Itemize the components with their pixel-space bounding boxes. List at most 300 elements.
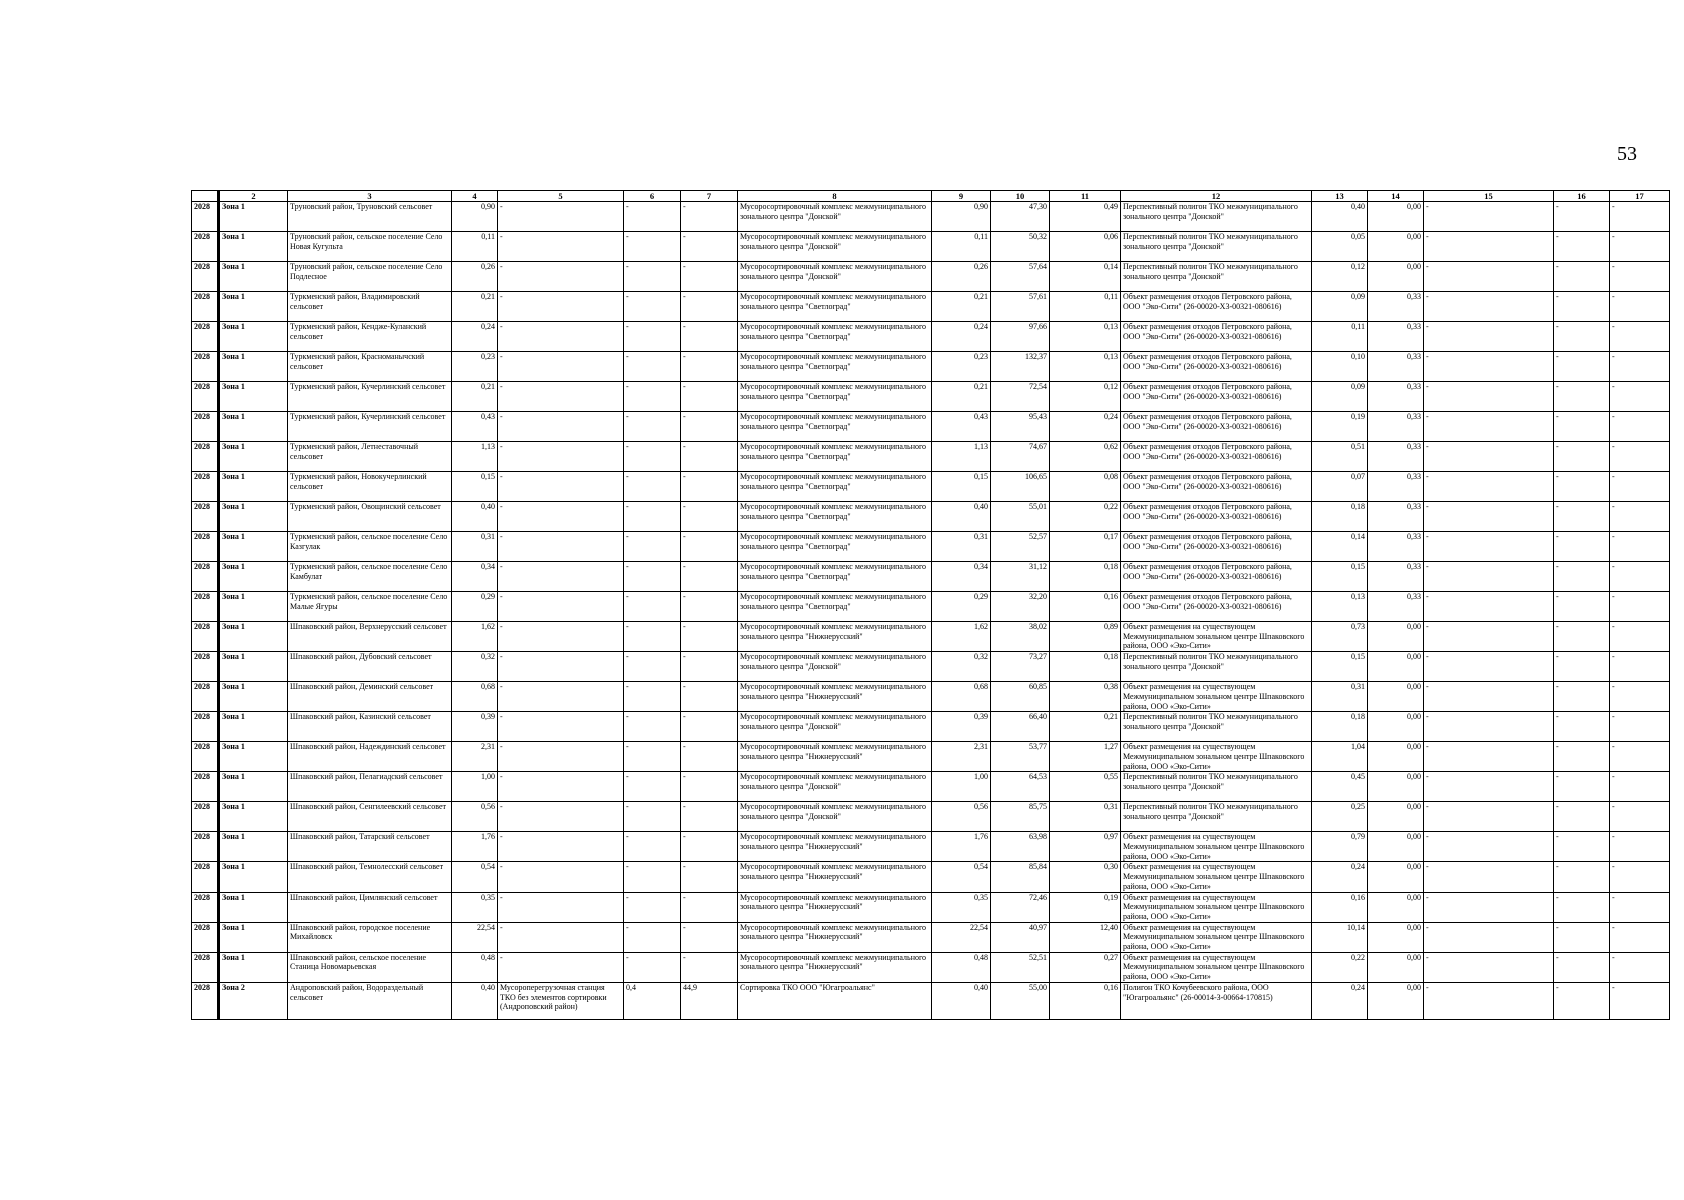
cell-col-8: Мусоросортировочный комплекс межмуниципального зонального центра "Донской"	[738, 712, 932, 742]
cell-col-3: Шпаковский район, Пелагиадский сельсовет	[288, 772, 452, 802]
cell-col-15: -	[1424, 682, 1554, 712]
cell-col-15: -	[1424, 592, 1554, 622]
cell-col-15: -	[1424, 532, 1554, 562]
cell-col-13: 0,25	[1312, 802, 1368, 832]
cell-col-9: 0,24	[932, 322, 991, 352]
cell-col-6: -	[624, 772, 681, 802]
cell-col-1: 2028	[192, 472, 219, 502]
cell-col-5: -	[498, 862, 624, 892]
cell-col-1: 2028	[192, 622, 219, 652]
cell-col-11: 1,27	[1050, 742, 1121, 772]
cell-col-12: Объект размещения на существующем Межмуниципальном зональном центре Шпаковского района, ООО «Эко-Сити»	[1121, 682, 1312, 712]
cell-col-7: -	[681, 772, 738, 802]
table-row	[192, 622, 1670, 652]
cell-col-11: 0,18	[1050, 562, 1121, 592]
cell-col-5: -	[498, 592, 624, 622]
cell-col-9: 0,40	[932, 982, 991, 1019]
cell-col-7: -	[681, 742, 738, 772]
cell-col-3: Труновский район, Труновский сельсовет	[288, 202, 452, 232]
cell-col-1: 2028	[192, 712, 219, 742]
cell-col-10: 95,43	[991, 412, 1050, 442]
cell-col-8: Мусоросортировочный комплекс межмуниципального зонального центра "Донской"	[738, 652, 932, 682]
table-row	[192, 262, 1670, 292]
cell-col-10: 38,02	[991, 622, 1050, 652]
cell-col-17: -	[1610, 202, 1670, 232]
waste-flow-table	[191, 190, 1670, 1020]
cell-col-16: -	[1554, 592, 1610, 622]
cell-col-4: 0,23	[452, 352, 498, 382]
cell-col-6: -	[624, 562, 681, 592]
cell-col-12: Полигон ТКО Кочубеевского района, ООО "Югагроальянс" (26-00014-З-00664-170815)	[1121, 982, 1312, 1019]
cell-col-1: 2028	[192, 652, 219, 682]
cell-col-14: 0,33	[1368, 472, 1424, 502]
cell-col-6: -	[624, 622, 681, 652]
cell-col-16: -	[1554, 352, 1610, 382]
cell-col-4: 0,32	[452, 652, 498, 682]
cell-col-11: 0,22	[1050, 502, 1121, 532]
cell-col-2: Зона 1	[219, 232, 288, 262]
cell-col-5: -	[498, 322, 624, 352]
cell-col-1: 2028	[192, 262, 219, 292]
cell-col-1: 2028	[192, 442, 219, 472]
cell-col-14: 0,00	[1368, 892, 1424, 922]
cell-col-17: -	[1610, 262, 1670, 292]
column-number-row	[192, 191, 1670, 202]
cell-col-16: -	[1554, 652, 1610, 682]
cell-col-14: 0,00	[1368, 262, 1424, 292]
cell-col-12: Объект размещения отходов Петровского района, ООО "Эко-Сити" (26-00020-Х3-00321-080616)	[1121, 532, 1312, 562]
cell-col-4: 0,54	[452, 862, 498, 892]
cell-col-13: 0,05	[1312, 232, 1368, 262]
table-row	[192, 952, 1670, 982]
cell-col-5: -	[498, 262, 624, 292]
cell-col-12: Объект размещения на существующем Межмуниципальном зональном центре Шпаковского района, ООО «Эко-Сити»	[1121, 922, 1312, 952]
cell-col-15: -	[1424, 862, 1554, 892]
cell-col-6: -	[624, 742, 681, 772]
cell-col-14: 0,00	[1368, 802, 1424, 832]
cell-col-5: -	[498, 292, 624, 322]
cell-col-13: 0,79	[1312, 832, 1368, 862]
cell-col-2: Зона 1	[219, 772, 288, 802]
column-header-3: 3	[288, 191, 452, 202]
cell-col-6: -	[624, 802, 681, 832]
cell-col-10: 63,98	[991, 832, 1050, 862]
cell-col-16: -	[1554, 202, 1610, 232]
cell-col-4: 0,40	[452, 502, 498, 532]
cell-col-11: 0,89	[1050, 622, 1121, 652]
cell-col-8: Мусоросортировочный комплекс межмуниципального зонального центра "Нижнерусский"	[738, 862, 932, 892]
cell-col-12: Перспективный полигон ТКО межмуниципального зонального центра "Донской"	[1121, 652, 1312, 682]
cell-col-1: 2028	[192, 832, 219, 862]
cell-col-17: -	[1610, 232, 1670, 262]
cell-col-11: 0,97	[1050, 832, 1121, 862]
cell-col-15: -	[1424, 382, 1554, 412]
cell-col-5: -	[498, 412, 624, 442]
cell-col-17: -	[1610, 952, 1670, 982]
cell-col-2: Зона 1	[219, 952, 288, 982]
cell-col-11: 0,24	[1050, 412, 1121, 442]
cell-col-5: -	[498, 712, 624, 742]
cell-col-11: 0,12	[1050, 382, 1121, 412]
cell-col-3: Шпаковский район, Сенгилеевский сельсовет	[288, 802, 452, 832]
cell-col-2: Зона 1	[219, 502, 288, 532]
cell-col-8: Мусоросортировочный комплекс межмуниципального зонального центра "Светлоград"	[738, 442, 932, 472]
cell-col-5: -	[498, 622, 624, 652]
cell-col-10: 50,32	[991, 232, 1050, 262]
cell-col-15: -	[1424, 262, 1554, 292]
cell-col-7: -	[681, 562, 738, 592]
cell-col-14: 0,33	[1368, 562, 1424, 592]
table-row	[192, 202, 1670, 232]
cell-col-10: 40,97	[991, 922, 1050, 952]
cell-col-6: -	[624, 502, 681, 532]
cell-col-6: -	[624, 592, 681, 622]
cell-col-17: -	[1610, 982, 1670, 1019]
cell-col-9: 2,31	[932, 742, 991, 772]
column-header-14: 14	[1368, 191, 1424, 202]
cell-col-13: 0,22	[1312, 952, 1368, 982]
cell-col-1: 2028	[192, 202, 219, 232]
cell-col-14: 0,00	[1368, 862, 1424, 892]
cell-col-4: 0,68	[452, 682, 498, 712]
cell-col-4: 0,21	[452, 292, 498, 322]
cell-col-12: Перспективный полигон ТКО межмуниципального зонального центра "Донской"	[1121, 712, 1312, 742]
cell-col-7: -	[681, 442, 738, 472]
table-row	[192, 982, 1670, 1019]
cell-col-9: 0,35	[932, 892, 991, 922]
cell-col-12: Объект размещения на существующем Межмуниципальном зональном центре Шпаковского района, ООО «Эко-Сити»	[1121, 952, 1312, 982]
cell-col-4: 0,35	[452, 892, 498, 922]
cell-col-5: -	[498, 502, 624, 532]
cell-col-14: 0,33	[1368, 352, 1424, 382]
cell-col-6: -	[624, 922, 681, 952]
cell-col-6: -	[624, 322, 681, 352]
cell-col-2: Зона 1	[219, 562, 288, 592]
cell-col-17: -	[1610, 352, 1670, 382]
cell-col-17: -	[1610, 652, 1670, 682]
table-row	[192, 532, 1670, 562]
cell-col-3: Туркменский район, сельское поселение Село Камбулат	[288, 562, 452, 592]
cell-col-5: -	[498, 832, 624, 862]
column-header-12: 12	[1121, 191, 1312, 202]
cell-col-16: -	[1554, 952, 1610, 982]
column-header-10: 10	[991, 191, 1050, 202]
cell-col-3: Туркменский район, Владимировский сельсовет	[288, 292, 452, 322]
cell-col-7: -	[681, 502, 738, 532]
cell-col-5: -	[498, 442, 624, 472]
cell-col-4: 0,29	[452, 592, 498, 622]
cell-col-13: 0,07	[1312, 472, 1368, 502]
cell-col-7: -	[681, 202, 738, 232]
cell-col-5: -	[498, 202, 624, 232]
cell-col-17: -	[1610, 772, 1670, 802]
cell-col-4: 0,56	[452, 802, 498, 832]
cell-col-5: -	[498, 922, 624, 952]
cell-col-12: Объект размещения отходов Петровского района, ООО "Эко-Сити" (26-00020-Х3-00321-080616)	[1121, 562, 1312, 592]
table-row	[192, 562, 1670, 592]
cell-col-15: -	[1424, 562, 1554, 592]
cell-col-10: 97,66	[991, 322, 1050, 352]
cell-col-1: 2028	[192, 502, 219, 532]
cell-col-12: Перспективный полигон ТКО межмуниципального зонального центра "Донской"	[1121, 232, 1312, 262]
cell-col-3: Шпаковский район, Дубовский сельсовет	[288, 652, 452, 682]
cell-col-3: Туркменский район, Красноманычский сельсовет	[288, 352, 452, 382]
cell-col-11: 0,38	[1050, 682, 1121, 712]
cell-col-10: 60,85	[991, 682, 1050, 712]
cell-col-15: -	[1424, 622, 1554, 652]
cell-col-6: -	[624, 712, 681, 742]
cell-col-13: 0,24	[1312, 862, 1368, 892]
cell-col-14: 0,33	[1368, 592, 1424, 622]
cell-col-8: Мусоросортировочный комплекс межмуниципального зонального центра "Донской"	[738, 232, 932, 262]
cell-col-16: -	[1554, 832, 1610, 862]
cell-col-15: -	[1424, 802, 1554, 832]
cell-col-8: Мусоросортировочный комплекс межмуниципального зонального центра "Светлоград"	[738, 562, 932, 592]
cell-col-17: -	[1610, 622, 1670, 652]
cell-col-11: 0,49	[1050, 202, 1121, 232]
cell-col-6: -	[624, 202, 681, 232]
cell-col-15: -	[1424, 742, 1554, 772]
cell-col-11: 0,11	[1050, 292, 1121, 322]
cell-col-5: -	[498, 562, 624, 592]
cell-col-8: Мусоросортировочный комплекс межмуниципального зонального центра "Нижнерусский"	[738, 622, 932, 652]
cell-col-12: Объект размещения на существующем Межмуниципальном зональном центре Шпаковского района, ООО «Эко-Сити»	[1121, 742, 1312, 772]
cell-col-2: Зона 1	[219, 472, 288, 502]
cell-col-10: 72,54	[991, 382, 1050, 412]
cell-col-3: Туркменский район, сельское поселение Село Казгулак	[288, 532, 452, 562]
cell-col-14: 0,00	[1368, 982, 1424, 1019]
cell-col-15: -	[1424, 322, 1554, 352]
cell-col-8: Мусоросортировочный комплекс межмуниципального зонального центра "Светлоград"	[738, 592, 932, 622]
cell-col-14: 0,00	[1368, 622, 1424, 652]
cell-col-14: 0,00	[1368, 682, 1424, 712]
table-row	[192, 502, 1670, 532]
cell-col-11: 0,13	[1050, 322, 1121, 352]
cell-col-4: 0,40	[452, 982, 498, 1019]
table-row	[192, 652, 1670, 682]
cell-col-8: Мусоросортировочный комплекс межмуниципального зонального центра "Светлоград"	[738, 532, 932, 562]
cell-col-17: -	[1610, 532, 1670, 562]
cell-col-9: 0,68	[932, 682, 991, 712]
cell-col-17: -	[1610, 502, 1670, 532]
cell-col-6: -	[624, 442, 681, 472]
cell-col-12: Объект размещения отходов Петровского района, ООО "Эко-Сити" (26-00020-Х3-00321-080616)	[1121, 502, 1312, 532]
table-row	[192, 292, 1670, 322]
cell-col-16: -	[1554, 442, 1610, 472]
cell-col-15: -	[1424, 952, 1554, 982]
cell-col-11: 0,13	[1050, 352, 1121, 382]
cell-col-12: Перспективный полигон ТКО межмуниципального зонального центра "Донской"	[1121, 202, 1312, 232]
table-row	[192, 832, 1670, 862]
cell-col-11: 0,31	[1050, 802, 1121, 832]
cell-col-1: 2028	[192, 802, 219, 832]
cell-col-10: 55,00	[991, 982, 1050, 1019]
cell-col-13: 0,73	[1312, 622, 1368, 652]
cell-col-7: -	[681, 352, 738, 382]
cell-col-9: 0,34	[932, 562, 991, 592]
cell-col-12: Объект размещения на существующем Межмуниципальном зональном центре Шпаковского района, ООО «Эко-Сити»	[1121, 862, 1312, 892]
cell-col-15: -	[1424, 472, 1554, 502]
cell-col-13: 0,16	[1312, 892, 1368, 922]
cell-col-10: 52,57	[991, 532, 1050, 562]
cell-col-11: 0,08	[1050, 472, 1121, 502]
cell-col-11: 0,27	[1050, 952, 1121, 982]
cell-col-15: -	[1424, 232, 1554, 262]
cell-col-11: 0,30	[1050, 862, 1121, 892]
cell-col-9: 0,31	[932, 532, 991, 562]
cell-col-8: Мусоросортировочный комплекс межмуниципального зонального центра "Светлоград"	[738, 472, 932, 502]
table-row	[192, 412, 1670, 442]
cell-col-10: 53,77	[991, 742, 1050, 772]
cell-col-15: -	[1424, 412, 1554, 442]
cell-col-13: 10,14	[1312, 922, 1368, 952]
cell-col-5: -	[498, 892, 624, 922]
table-row	[192, 742, 1670, 772]
cell-col-1: 2028	[192, 292, 219, 322]
cell-col-8: Мусоросортировочный комплекс межмуниципального зонального центра "Светлоград"	[738, 412, 932, 442]
cell-col-8: Мусоросортировочный комплекс межмуниципального зонального центра "Донской"	[738, 202, 932, 232]
cell-col-9: 1,00	[932, 772, 991, 802]
cell-col-2: Зона 1	[219, 832, 288, 862]
column-header-9: 9	[932, 191, 991, 202]
cell-col-13: 0,24	[1312, 982, 1368, 1019]
cell-col-9: 0,56	[932, 802, 991, 832]
cell-col-11: 0,19	[1050, 892, 1121, 922]
cell-col-13: 0,51	[1312, 442, 1368, 472]
cell-col-3: Шпаковский район, Верхнерусский сельсовет	[288, 622, 452, 652]
cell-col-12: Перспективный полигон ТКО межмуниципального зонального центра "Донской"	[1121, 262, 1312, 292]
cell-col-13: 0,10	[1312, 352, 1368, 382]
cell-col-3: Туркменский район, Кендже-Куланский сельсовет	[288, 322, 452, 352]
cell-col-16: -	[1554, 772, 1610, 802]
cell-col-3: Туркменский район, Летнеставочный сельсовет	[288, 442, 452, 472]
cell-col-6: -	[624, 862, 681, 892]
column-header-15: 15	[1424, 191, 1554, 202]
cell-col-12: Объект размещения отходов Петровского района, ООО "Эко-Сити" (26-00020-Х3-00321-080616)	[1121, 442, 1312, 472]
cell-col-8: Мусоросортировочный комплекс межмуниципального зонального центра "Светлоград"	[738, 382, 932, 412]
cell-col-1: 2028	[192, 772, 219, 802]
cell-col-11: 0,14	[1050, 262, 1121, 292]
cell-col-16: -	[1554, 562, 1610, 592]
cell-col-17: -	[1610, 292, 1670, 322]
cell-col-16: -	[1554, 742, 1610, 772]
table-row	[192, 442, 1670, 472]
cell-col-15: -	[1424, 922, 1554, 952]
cell-col-9: 0,26	[932, 262, 991, 292]
cell-col-6: -	[624, 532, 681, 562]
cell-col-6: -	[624, 382, 681, 412]
cell-col-1: 2028	[192, 742, 219, 772]
cell-col-4: 0,43	[452, 412, 498, 442]
cell-col-9: 0,21	[932, 382, 991, 412]
column-header-5: 5	[498, 191, 624, 202]
cell-col-15: -	[1424, 442, 1554, 472]
table-row	[192, 592, 1670, 622]
cell-col-5: -	[498, 472, 624, 502]
cell-col-12: Объект размещения отходов Петровского района, ООО "Эко-Сити" (26-00020-Х3-00321-080616)	[1121, 352, 1312, 382]
cell-col-1: 2028	[192, 922, 219, 952]
cell-col-13: 0,40	[1312, 202, 1368, 232]
cell-col-6: -	[624, 232, 681, 262]
cell-col-4: 2,31	[452, 742, 498, 772]
cell-col-17: -	[1610, 742, 1670, 772]
cell-col-8: Сортировка ТКО ООО "Югагроальянс"	[738, 982, 932, 1019]
table-row	[192, 352, 1670, 382]
cell-col-5: -	[498, 802, 624, 832]
cell-col-8: Мусоросортировочный комплекс межмуниципального зонального центра "Донской"	[738, 772, 932, 802]
cell-col-5: -	[498, 952, 624, 982]
cell-col-9: 0,48	[932, 952, 991, 982]
cell-col-8: Мусоросортировочный комплекс межмуниципального зонального центра "Нижнерусский"	[738, 742, 932, 772]
cell-col-4: 1,62	[452, 622, 498, 652]
cell-col-14: 0,00	[1368, 832, 1424, 862]
cell-col-2: Зона 1	[219, 742, 288, 772]
cell-col-13: 0,15	[1312, 562, 1368, 592]
cell-col-2: Зона 1	[219, 412, 288, 442]
cell-col-12: Объект размещения отходов Петровского района, ООО "Эко-Сити" (26-00020-Х3-00321-080616)	[1121, 472, 1312, 502]
cell-col-3: Туркменский район, Новокучерлинский сельсовет	[288, 472, 452, 502]
cell-col-13: 0,13	[1312, 592, 1368, 622]
cell-col-16: -	[1554, 922, 1610, 952]
cell-col-4: 1,13	[452, 442, 498, 472]
cell-col-12: Объект размещения на существующем Межмуниципальном зональном центре Шпаковского района, ООО «Эко-Сити»	[1121, 832, 1312, 862]
cell-col-16: -	[1554, 622, 1610, 652]
table-row	[192, 862, 1670, 892]
table-row	[192, 232, 1670, 262]
cell-col-16: -	[1554, 862, 1610, 892]
cell-col-13: 0,31	[1312, 682, 1368, 712]
cell-col-10: 31,12	[991, 562, 1050, 592]
cell-col-10: 32,20	[991, 592, 1050, 622]
table-row	[192, 382, 1670, 412]
cell-col-7: -	[681, 622, 738, 652]
cell-col-15: -	[1424, 832, 1554, 862]
table-body	[192, 202, 1670, 1020]
cell-col-16: -	[1554, 532, 1610, 562]
cell-col-1: 2028	[192, 532, 219, 562]
cell-col-10: 66,40	[991, 712, 1050, 742]
cell-col-10: 85,75	[991, 802, 1050, 832]
cell-col-4: 0,24	[452, 322, 498, 352]
cell-col-7: -	[681, 292, 738, 322]
cell-col-4: 0,48	[452, 952, 498, 982]
cell-col-17: -	[1610, 592, 1670, 622]
cell-col-2: Зона 1	[219, 382, 288, 412]
cell-col-4: 0,26	[452, 262, 498, 292]
column-header-7: 7	[681, 191, 738, 202]
cell-col-1: 2028	[192, 982, 219, 1019]
cell-col-8: Мусоросортировочный комплекс межмуниципального зонального центра "Светлоград"	[738, 502, 932, 532]
cell-col-17: -	[1610, 862, 1670, 892]
cell-col-14: 0,00	[1368, 652, 1424, 682]
cell-col-5: -	[498, 652, 624, 682]
cell-col-14: 0,33	[1368, 292, 1424, 322]
cell-col-4: 1,76	[452, 832, 498, 862]
cell-col-3: Шпаковский район, городское поселение Михайловск	[288, 922, 452, 952]
column-header-2: 2	[219, 191, 288, 202]
cell-col-6: -	[624, 652, 681, 682]
cell-col-15: -	[1424, 652, 1554, 682]
cell-col-16: -	[1554, 322, 1610, 352]
cell-col-9: 0,21	[932, 292, 991, 322]
cell-col-4: 0,39	[452, 712, 498, 742]
cell-col-10: 52,51	[991, 952, 1050, 982]
cell-col-4: 0,90	[452, 202, 498, 232]
cell-col-14: 0,00	[1368, 232, 1424, 262]
cell-col-16: -	[1554, 412, 1610, 442]
cell-col-14: 0,00	[1368, 712, 1424, 742]
cell-col-13: 0,09	[1312, 292, 1368, 322]
